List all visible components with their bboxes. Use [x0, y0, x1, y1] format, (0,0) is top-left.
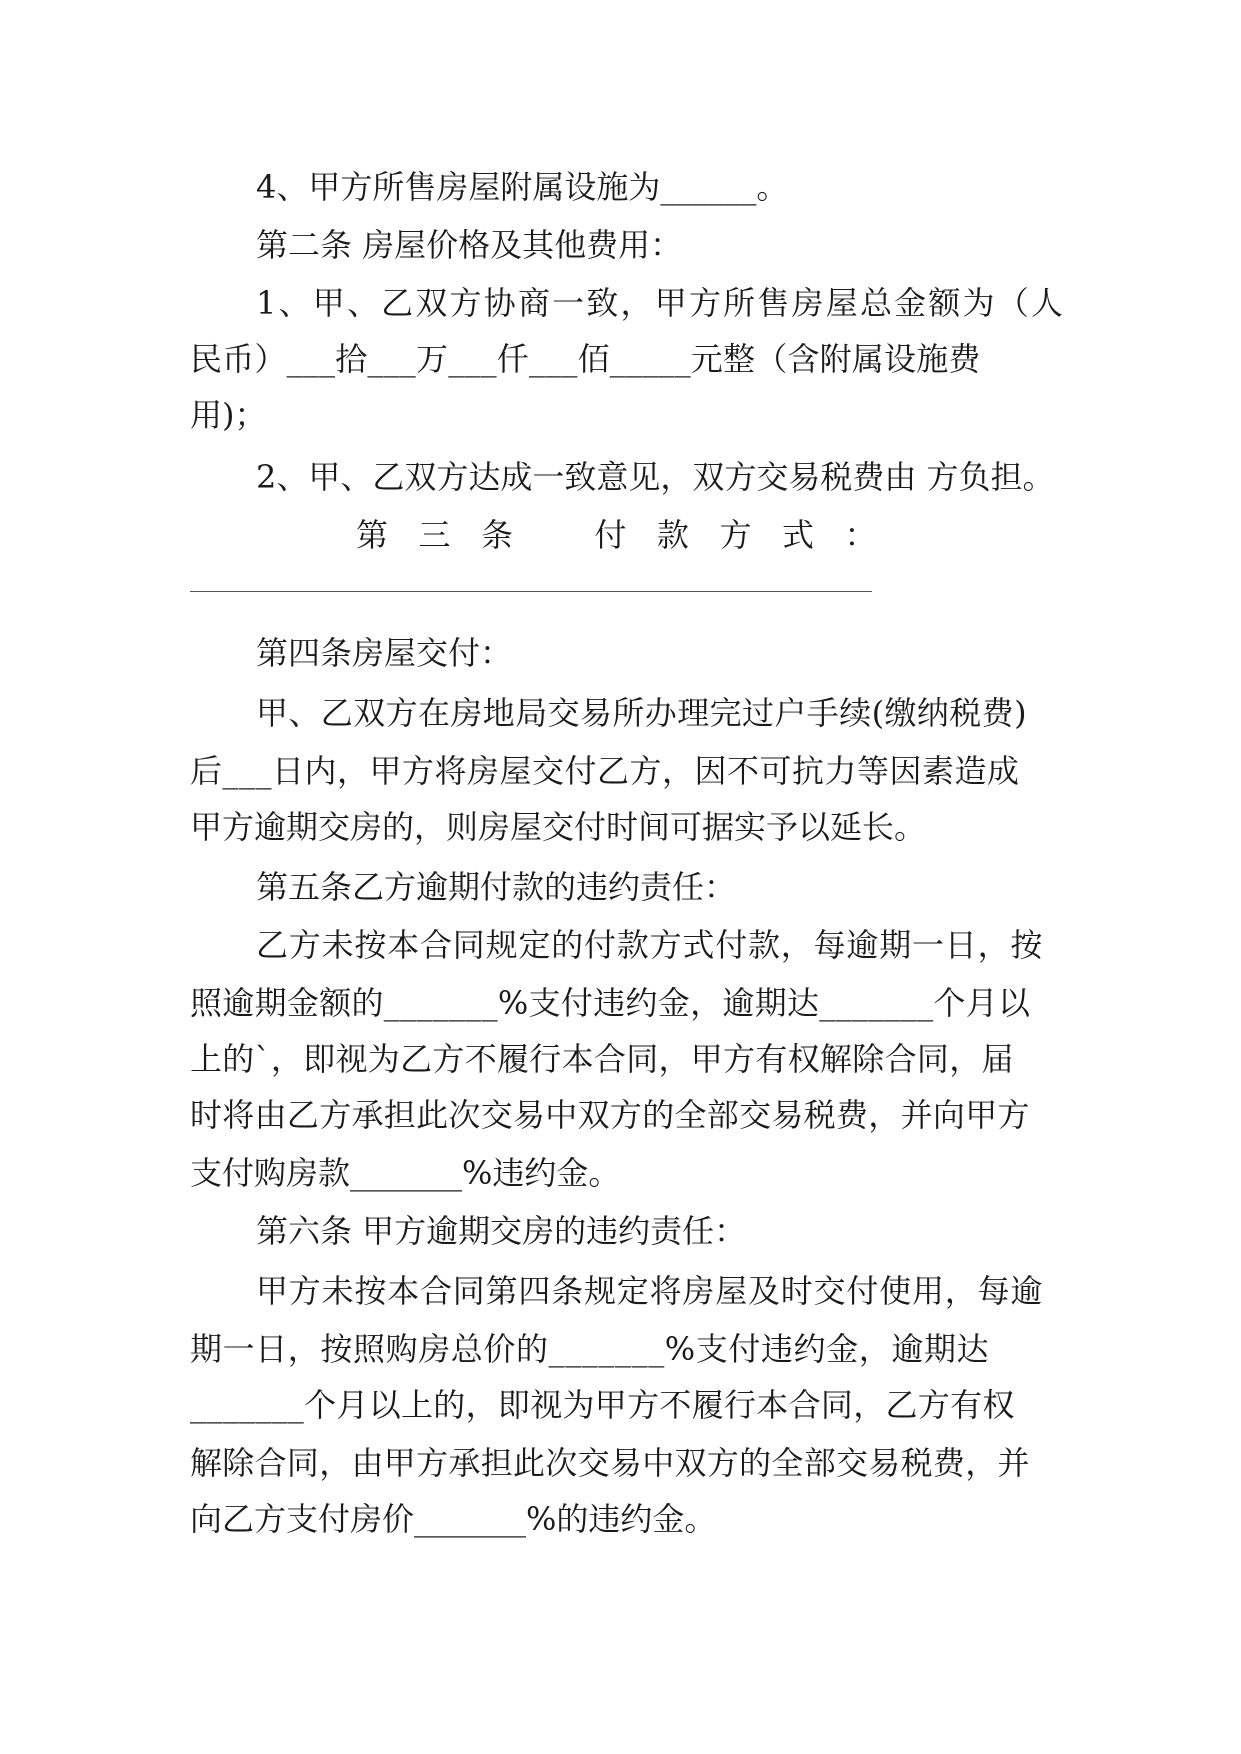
clause-2-1-line-2: 民币）___拾___万___仟___佰_____元整（含附属设施费 [190, 340, 981, 378]
article-5-body-line-5: 支付购房款_______%违约金。 [190, 1154, 621, 1192]
article-6-body-line-3: _______个月以上的，即视为甲方不履行本合同，乙方有权 [190, 1386, 1015, 1424]
article-6-body-line-5: 向乙方支付房价_______%的违约金。 [190, 1500, 717, 1538]
article-6-body-line-1: 甲方未按本合同第四条规定将房屋及时交付使用，每逾 [256, 1272, 1044, 1310]
article-5-body-line-1: 乙方未按本合同规定的付款方式付款，每逾期一日，按 [256, 926, 1044, 964]
article-5-heading: 第五条乙方逾期付款的违约责任： [256, 868, 737, 906]
article-5-body-line-2: 照逾期金额的_______%支付违约金，逾期达_______个月以 [190, 984, 1031, 1022]
article-2-heading: 第二条 房屋价格及其他费用： [256, 226, 683, 264]
article-6-body-line-4: 解除合同，由甲方承担此次交易中双方的全部交易税费，并 [190, 1444, 1030, 1482]
article-3-heading: 第 三 条 付 款 方 式 ： [356, 516, 877, 554]
article-6-body-line-2: 期一日，按照购房总价的_______%支付违约金，逾期达 [190, 1330, 990, 1368]
article-6-heading: 第六条 甲方逾期交房的违约责任： [256, 1212, 747, 1250]
article-5-body-line-4: 时将由乙方承担此次交易中双方的全部交易税费，并向甲方 [190, 1096, 1030, 1134]
article-4-heading: 第四条房屋交付： [256, 634, 513, 672]
clause-2-1-line-1: 1、甲、乙双方协商一致，甲方所售房屋总金额为（人 [256, 284, 1066, 322]
article-4-body-line-3: 甲方逾期交房的，则房屋交付时间可据实予以延长。 [190, 808, 927, 846]
clause-2-1-line-3: 用)； [190, 396, 267, 434]
article-4-body-line-2: 后___日内，甲方将房屋交付乙方，因不可抗力等因素造成 [190, 752, 1020, 790]
payment-method-blank-line [190, 591, 872, 592]
clause-2-2-text: 2、甲、乙双方达成一致意见，双方交易税费由 方负担。 [256, 458, 1055, 496]
clause-1-4-text: 4、甲方所售房屋附属设施为______。 [256, 168, 789, 206]
article-5-body-line-3: 上的`，即视为乙方不履行本合同，甲方有权解除合同，届 [190, 1040, 1014, 1078]
article-4-body-line-1: 甲、乙双方在房地局交易所办理完过户手续(缴纳税费) [256, 694, 1027, 732]
